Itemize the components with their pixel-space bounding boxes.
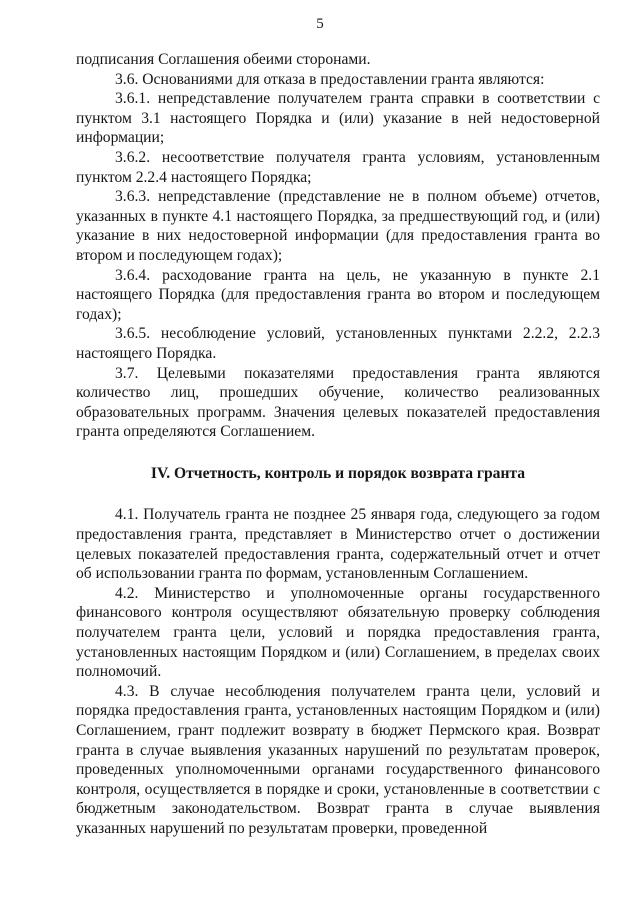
paragraph-4-3: 4.3. В случае несоблюдения получателем гранта цели, условий и порядка предоставления гранта, установленных настоящим Порядком и (или) Соглашением, грант подлежит возврату в бюджет Пермского края. Возврат гранта в случае выявления указанных нарушений по результатам проверок, проведенных уполномоченными органами государственного финансового контроля, осуществляется в порядке и сроки, установленные в соответствии с бюджетным законодательством. Возврат гранта в случае выявления указанных нарушений по результатам проверки, проведенной xyxy=(76,682,600,837)
paragraph-3-6: 3.6. Основаниями для отказа в предоставлении гранта являются: xyxy=(115,70,545,88)
paragraph-3-6-1: 3.6.1. непредставление получателем гранта справки в соответствии с пунктом 3.1 настоящего Порядка и (или) указание в ней недостоверной информации; xyxy=(76,90,600,147)
document-body xyxy=(76,50,600,839)
section-title: IV. Отчетность, контроль и порядок возврата гранта xyxy=(150,464,526,482)
paragraph-3-6-5: 3.6.5. несоблюдение условий, установленных пунктами 2.2.2, 2.2.3 настоящего Порядка. xyxy=(76,325,600,362)
paragraph-4-1: 4.1. Получатель гранта не позднее 25 января года, следующего за годом предоставления гранта, представляет в Министерство отчет о достижении целевых показателей предоставления гранта, содержательный отчет и отчет об использовании гранта по формам, установленным Соглашением. xyxy=(76,506,600,583)
paragraph-3-6-3: 3.6.3. непредставление (представление не в полном объеме) отчетов, указанных в пункте 4.1 настоящего Порядка, за предшествующий год, и (или) указание в них недостоверной информации (для предоставления гранта во втором и последующем годах); xyxy=(76,188,600,264)
paragraph-3-6-2: 3.6.2. несоответствие получателя гранта условиям, установленным пунктом 2.2.4 настоящего Порядка; xyxy=(76,148,600,186)
page-number: 5 xyxy=(316,16,324,32)
paragraph-4-2: 4.2. Министерство и уполномоченные органы государственного финансового контроля осуществляют обязательную проверку соблюдения получателем гранта цели, условий и порядка предоставления гранта, установленных настоящим Порядком и (или) Соглашением, в пределах своих полномочий. xyxy=(76,584,600,681)
paragraph-3-7: 3.7. Целевыми показателями предоставления гранта являются количество лиц, прошедших обучение, количество реализованных образовательных программ. Значения целевых показателей предоставления гранта определяются Соглашением. xyxy=(76,364,600,441)
paragraph-continuation: подписания Соглашения обеими сторонами. xyxy=(76,51,371,68)
paragraph-3-6-4: 3.6.4. расходование гранта на цель, не указанную в пункте 2.1 настоящего Порядка (для предоставления гранта во втором и последующем годах); xyxy=(76,266,600,323)
